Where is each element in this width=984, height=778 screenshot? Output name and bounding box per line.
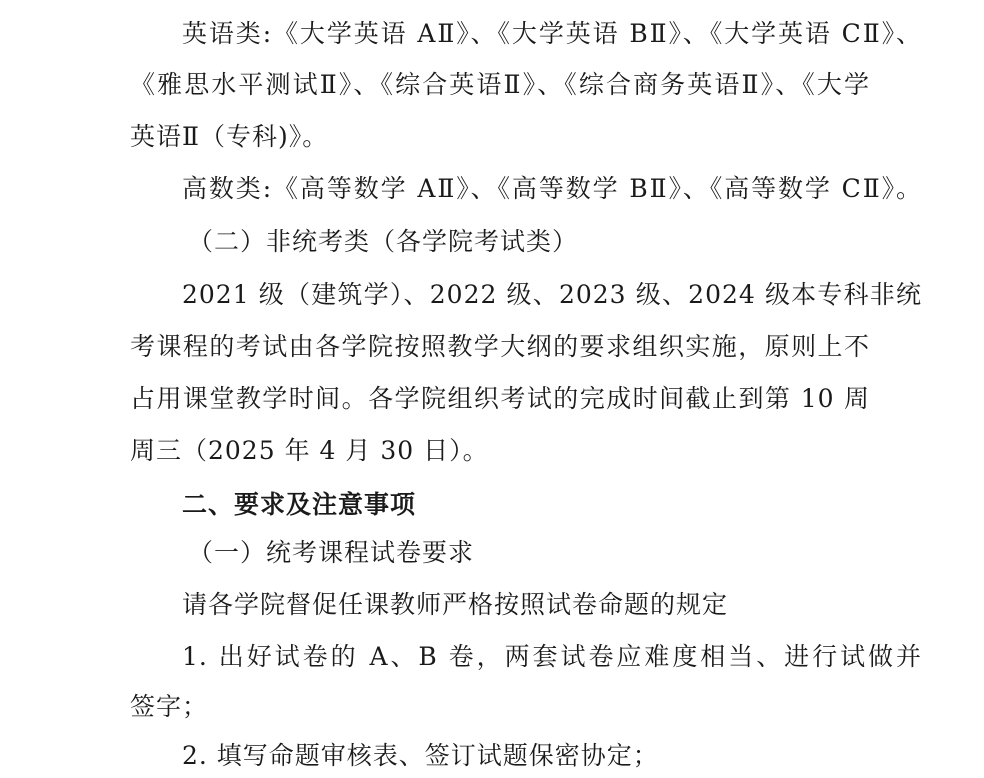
math-courses-line: 高数类:《高等数学 AⅡ》、《高等数学 BⅡ》、《高等数学 CⅡ》。	[182, 174, 922, 203]
nonunified-paragraph-line-1: 2021 级（建筑学）、2022 级、2023 级、2024 级本专科非统	[182, 280, 922, 309]
english-courses-line-3: 英语Ⅱ（专科)》。	[130, 122, 329, 151]
nonunified-paragraph-line-3: 占用课堂教学时间。各学院组织考试的完成时间截止到第 10 周	[130, 384, 870, 413]
requirements-heading: 二、要求及注意事项	[182, 490, 417, 519]
unified-exam-paper-heading: （一）统考课程试卷要求	[188, 538, 475, 567]
requirements-intro: 请各学院督促任课教师严格按照试卷命题的规定	[182, 590, 729, 619]
nonunified-exam-heading: （二）非统考类（各学院考试类）	[188, 227, 579, 256]
english-courses-line-2: 《雅思水平测试Ⅱ》、《综合英语Ⅱ》、《综合商务英语Ⅱ》、《大学	[130, 70, 870, 99]
requirement-item-2: 2. 填写命题审核表、签订试题保密协定；	[182, 741, 659, 770]
nonunified-paragraph-line-4: 周三（2025 年 4 月 30 日）。	[130, 436, 489, 465]
requirement-item-1-line-2: 签字；	[130, 692, 209, 721]
nonunified-paragraph-line-2: 考课程的考试由各学院按照教学大纲的要求组织实施，原则上不	[130, 332, 870, 361]
english-courses-line-1: 英语类:《大学英语 AⅡ》、《大学英语 BⅡ》、《大学英语 CⅡ》、	[182, 19, 922, 48]
requirement-item-1-line-1: 1. 出好试卷的 A、B 卷，两套试卷应难度相当、进行试做并	[182, 642, 922, 671]
